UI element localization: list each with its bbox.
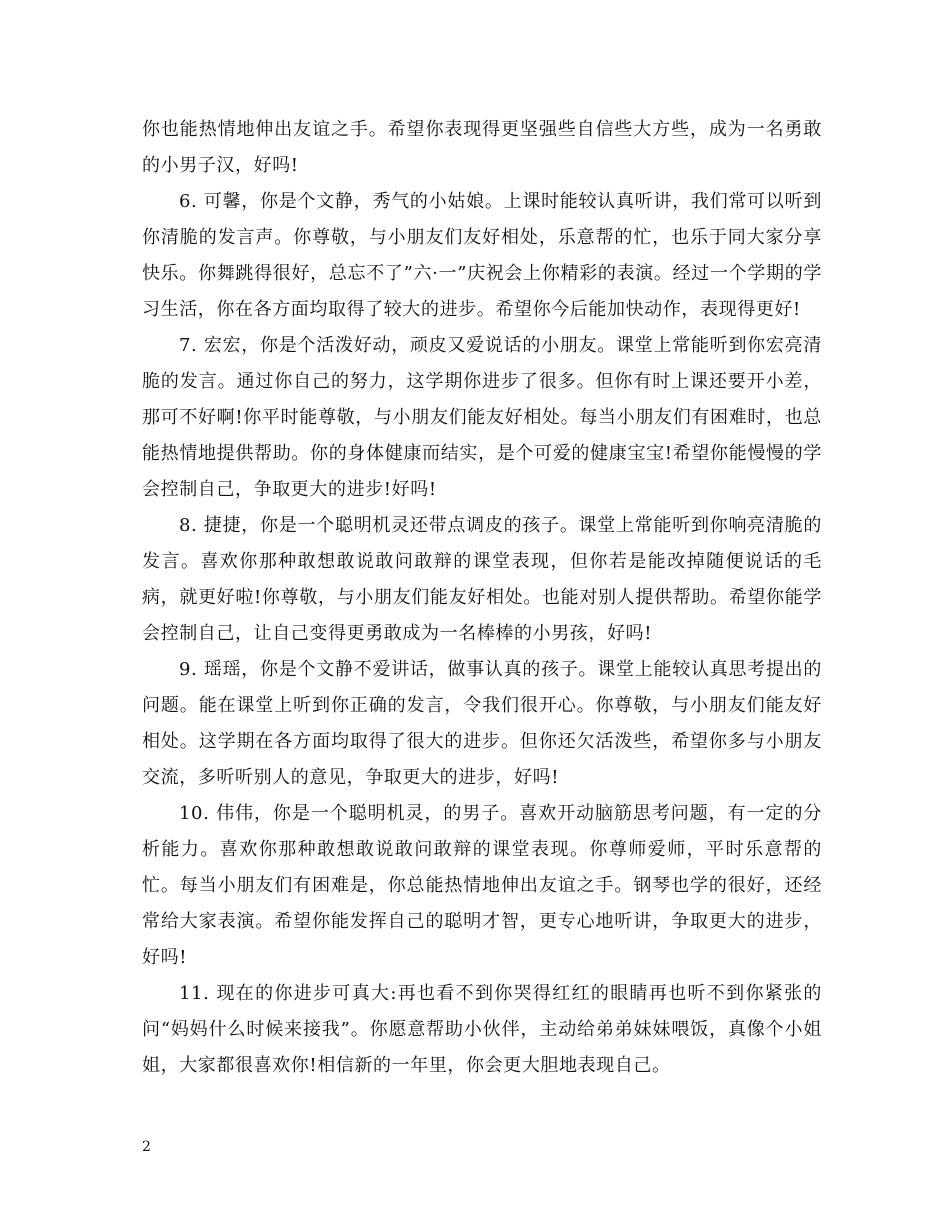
page-number: 2	[142, 1139, 151, 1155]
paragraph-comment-10: 10. 伟伟，你是一个聪明机灵，的男子。喜欢开动脑筋思考问题，有一定的分析能力。喜欢你那种敢想敢说敢问敢辩的课堂表现。你尊师爱师，平时乐意帮的忙。每当小朋友们有困难是，你总能热情地伸出友谊之手。钢琴也学的很好，还经常给大家表演。希望你能发挥自己的聪明才智，更专心地听讲，争取更大的进步，好吗!	[142, 803, 822, 968]
paragraph-comment-6: 6. 可馨，你是个文静，秀气的小姑娘。上课时能较认真听讲，我们常可以听到你清脆的发言声。你尊敬，与小朋友们友好相处，乐意帮的忙，也乐于同大家分享快乐。你舞跳得很好，总忘不了”六·一”庆祝会上你精彩的表演。经过一个学期的学习生活，你在各方面均取得了较大的进步。希望你今后能加快动作，表现得更好!	[142, 191, 822, 320]
paragraph-comment-9: 9. 瑶瑶，你是个文静不爱讲话，做事认真的孩子。课堂上能较认真思考提出的问题。能在课堂上听到你正确的发言，令我们很开心。你尊敬，与小朋友们能友好相处。这学期在各方面均取得了很大的进步。但你还欠活泼些，希望你多与小朋友交流，多听听别人的意见，争取更大的进步，好吗!	[142, 659, 822, 788]
paragraph-comment-7: 7. 宏宏，你是个活泼好动，顽皮又爱说话的小朋友。课堂上常能听到你宏亮清脆的发言。通过你自己的努力，这学期你进步了很多。但你有时上课还要开小差，那可不好啊!你平时能尊敬，与小朋友们能友好相处。每当小朋友们有困难时，也总能热情地提供帮助。你的身体健康而结实，是个可爱的健康宝宝!希望你能慢慢的学会控制自己，争取更大的进步!好吗!	[142, 335, 822, 500]
paragraph-comment-8: 8. 捷捷，你是一个聪明机灵还带点调皮的孩子。课堂上常能听到你响亮清脆的发言。喜欢你那种敢想敢说敢问敢辩的课堂表现，但你若是能改掉随便说话的毛病，就更好啦!你尊敬，与小朋友们能友好相处。也能对别人提供帮助。希望你能学会控制自己，让自己变得更勇敢成为一名棒棒的小男孩，好吗!	[142, 515, 822, 644]
paragraph-comment-11: 11. 现在的你进步可真大:再也看不到你哭得红红的眼睛再也听不到你紧张的问“妈妈什么时候来接我”。你愿意帮助小伙伴，主动给弟弟妹妹喂饭，真像个小姐姐，大家都很喜欢你!相信新的一年里，你会更大胆地表现自己。	[142, 983, 822, 1076]
document-body	[142, 112, 822, 1084]
paragraph-continuation: 你也能热情地伸出友谊之手。希望你表现得更坚强些自信些大方些，成为一名勇敢的小男子汉，好吗!	[142, 119, 822, 176]
